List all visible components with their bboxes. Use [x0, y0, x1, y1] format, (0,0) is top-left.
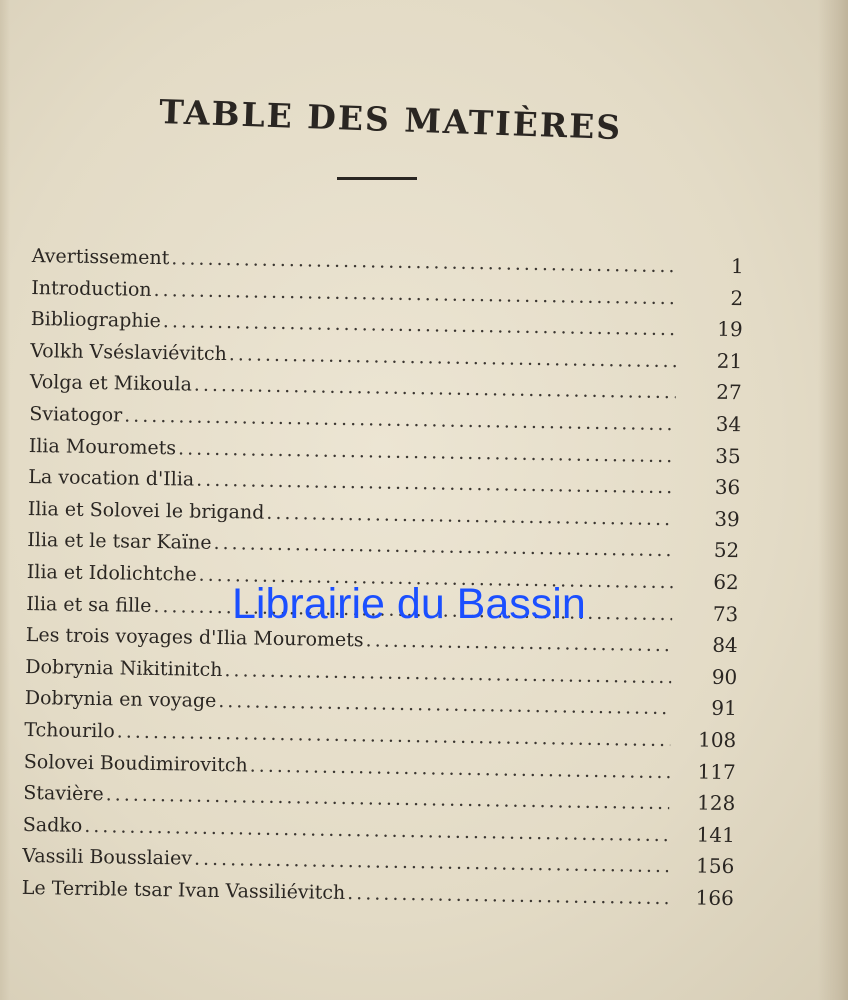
dot-leader — [229, 343, 677, 372]
toc-entry-page: 52 — [713, 538, 740, 563]
toc-entry-page: 128 — [696, 790, 736, 816]
toc-entry-title: Dobrynia Nikitinitch — [25, 655, 223, 681]
toc-entry-page: 141 — [696, 822, 735, 847]
dot-leader — [250, 754, 670, 783]
toc-entry-title: Avertissement — [31, 244, 170, 270]
toc-entry-title: Bibliographie — [30, 308, 162, 333]
toc-entry-title: Ilia et Idolichtche — [26, 560, 197, 586]
toc-entry-page: 91 — [711, 696, 737, 721]
toc-entry-title: Sadko — [22, 813, 83, 837]
dot-leader — [347, 882, 668, 909]
dot-leader — [124, 404, 675, 435]
toc-entry-page: 39 — [714, 506, 740, 531]
toc-entry-page: 27 — [716, 380, 742, 405]
page-left-edge-shadow — [0, 0, 10, 1000]
toc-entry-page: 62 — [713, 569, 739, 595]
toc-entry-title: Tchourilo — [24, 718, 115, 743]
toc-entry-title: Ilia Mouromets — [28, 434, 177, 459]
toc-entry-page: 84 — [712, 632, 738, 658]
dot-leader — [224, 659, 671, 688]
dot-leader — [117, 720, 671, 751]
toc-entry-title: Les trois voyages d'Ilia Mouromets — [25, 624, 364, 652]
dot-leader — [213, 532, 673, 561]
toc-entry-title: Le Terrible tsar Ivan Vassiliévitch — [21, 876, 346, 904]
dot-leader — [163, 310, 677, 340]
toc-entry-page: 117 — [697, 759, 736, 784]
toc-entry-page: 35 — [715, 443, 741, 468]
dot-leader — [171, 247, 678, 277]
toc-entry-title: La vocation d'Ilia — [28, 466, 195, 491]
toc-entry-page: 166 — [695, 885, 734, 910]
dot-leader — [194, 374, 676, 404]
dot-leader — [365, 629, 671, 656]
toc-entry-page: 1 — [730, 253, 744, 279]
toc-entry-title: Stavière — [23, 782, 104, 806]
watermark-text: Librairie du Bassin — [232, 580, 586, 628]
dot-leader — [218, 690, 671, 719]
toc-entry-page: 19 — [717, 316, 743, 342]
toc-entry-page: 36 — [714, 474, 741, 500]
page-right-edge-shadow — [818, 0, 848, 1000]
toc-entry-title: Ilia et sa fille — [26, 592, 152, 617]
toc-entry-page: 21 — [716, 348, 743, 373]
toc-entry-title: Solovei Boudimirovitch — [23, 750, 248, 776]
dot-leader — [196, 469, 674, 499]
page-title: TABLE DES MATIÈRES — [158, 92, 623, 148]
toc-entry-page: 2 — [730, 285, 744, 310]
dot-leader — [153, 279, 677, 309]
title-divider — [337, 177, 417, 180]
toc-entry-page: 73 — [712, 601, 739, 626]
toc-entry-title: Volkh Vséslaviévitch — [30, 339, 227, 365]
toc-entry-title: Dobrynia en voyage — [24, 687, 217, 713]
dot-leader — [266, 501, 674, 529]
toc-entry-page: 90 — [711, 664, 738, 689]
toc-entry-title: Ilia et Solovei le brigand — [27, 497, 265, 524]
toc-entry-title: Ilia et le tsar Kaïne — [27, 529, 212, 555]
dot-leader — [194, 848, 669, 877]
toc-entry-page: 156 — [695, 853, 735, 879]
toc-entry-title: Sviatogor — [29, 402, 123, 427]
dot-leader — [106, 783, 670, 814]
toc-entry-title: Vassili Bousslaiev — [22, 845, 193, 870]
toc-entry-title: Introduction — [31, 276, 152, 301]
toc-entry-page: 34 — [715, 411, 742, 437]
dot-leader — [178, 437, 675, 467]
toc-entry-title: Volga et Mikoula — [29, 371, 193, 396]
toc-entry-page: 108 — [697, 727, 737, 753]
